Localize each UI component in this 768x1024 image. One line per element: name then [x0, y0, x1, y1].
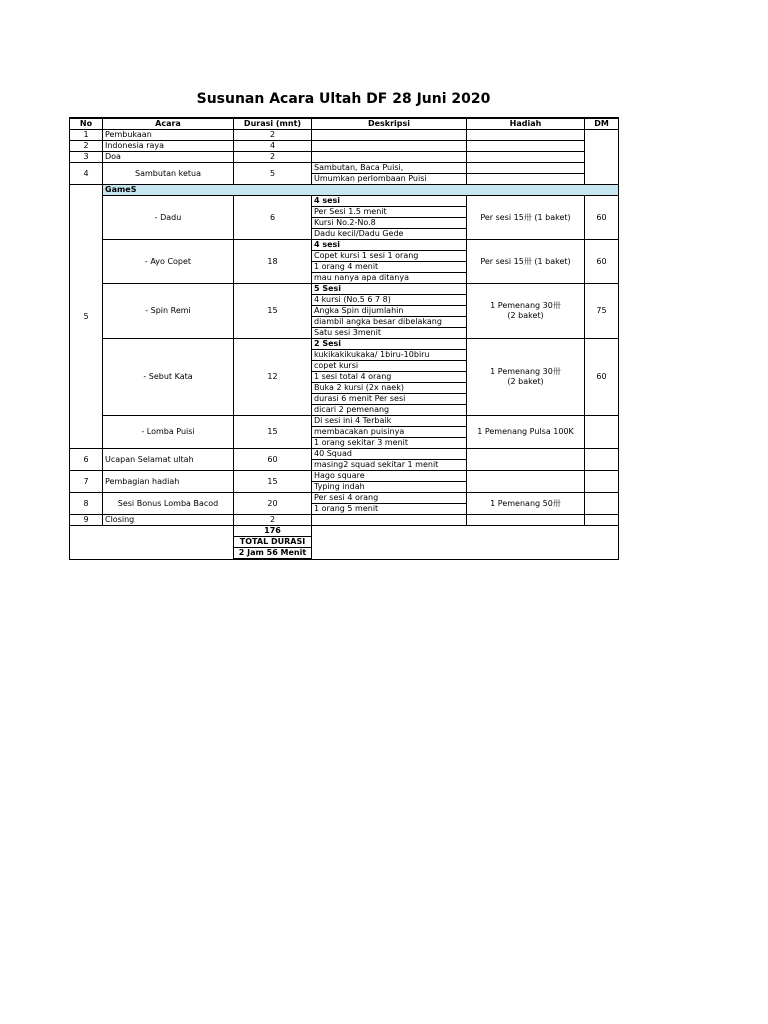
cell-acara: - Dadu [103, 196, 234, 240]
cell-durasi: 15 [234, 284, 312, 339]
table-row [70, 449, 619, 460]
cell-durasi: 5 [234, 163, 312, 185]
cell-no: 6 [70, 449, 103, 471]
cell-acara: Pembukaan [103, 130, 234, 141]
cell-acara: Pembagian hadiah [103, 471, 234, 493]
table-row [70, 471, 619, 482]
hadiah-line: 1 Pemenang 30卅 [490, 367, 561, 376]
cell-hadiah [467, 152, 585, 163]
cell-deskripsi: masing2 squad sekitar 1 menit [312, 460, 467, 471]
cell-hadiah [467, 471, 585, 493]
cell-hadiah [467, 163, 585, 174]
cell-deskripsi: membacakan puisinya [312, 427, 467, 438]
cell-acara: Sambutan ketua [103, 163, 234, 185]
cell-dm: 60 [585, 339, 619, 416]
table-row [70, 141, 619, 152]
cell-deskripsi: kukikakikukaka/ 1biru-10biru [312, 350, 467, 361]
header-hadiah: Hadiah [467, 118, 585, 130]
cell-no: 3 [70, 152, 103, 163]
cell-durasi: 15 [234, 471, 312, 493]
page-title: Susunan Acara Ultah DF 28 Juni 2020 [196, 91, 491, 107]
cell-acara: - Ayo Copet [103, 240, 234, 284]
cell-deskripsi: diambil angka besar dibelakang [312, 317, 467, 328]
cell-deskripsi: 4 sesi [312, 240, 467, 251]
total-blank-left [70, 526, 234, 560]
total-blank-right [312, 526, 619, 560]
table-row [70, 240, 619, 251]
total-formatted: 2 Jam 56 Menit [234, 548, 312, 560]
total-sum: 176 [234, 526, 312, 537]
total-row [70, 526, 619, 537]
header-row [70, 118, 619, 130]
cell-no: 9 [70, 515, 103, 526]
table-row [70, 416, 619, 427]
cell-durasi: 60 [234, 449, 312, 471]
hadiah-line: 1 Pemenang 30卅 [490, 301, 561, 310]
cell-acara: Doa [103, 152, 234, 163]
cell-durasi: 20 [234, 493, 312, 515]
cell-deskripsi: durasi 6 menit Per sesi [312, 394, 467, 405]
cell-hadiah [467, 515, 585, 526]
cell-no: 7 [70, 471, 103, 493]
cell-deskripsi: Satu sesi 3menit [312, 328, 467, 339]
header-durasi: Durasi (mnt) [234, 118, 312, 130]
cell-deskripsi: mau nanya apa ditanya [312, 273, 467, 284]
cell-acara: Closing [103, 515, 234, 526]
cell-dm [585, 493, 619, 515]
cell-durasi: 15 [234, 416, 312, 449]
cell-deskripsi [312, 152, 467, 163]
cell-deskripsi: Dadu kecil/Dadu Gede [312, 229, 467, 240]
cell-acara: Indonesia raya [103, 141, 234, 152]
cell-dm [585, 471, 619, 493]
games-header-row [70, 185, 619, 196]
cell-durasi: 4 [234, 141, 312, 152]
cell-deskripsi: Buka 2 kursi (2x naek) [312, 383, 467, 394]
cell-dm [585, 515, 619, 526]
cell-durasi: 2 [234, 152, 312, 163]
header-acara: Acara [103, 118, 234, 130]
table-row [70, 493, 619, 504]
cell-acara: - Lomba Puisi [103, 416, 234, 449]
cell-deskripsi: Hago square [312, 471, 467, 482]
cell-deskripsi: 2 Sesi [312, 339, 467, 350]
cell-deskripsi [312, 515, 467, 526]
hadiah-line: (2 baket) [507, 377, 544, 386]
cell-dm: 60 [585, 240, 619, 284]
cell-deskripsi: Per Sesi 1.5 menit [312, 207, 467, 218]
cell-no: 2 [70, 141, 103, 152]
cell-deskripsi: Copet kursi 1 sesi 1 orang [312, 251, 467, 262]
cell-acara: - Spin Remi [103, 284, 234, 339]
cell-no: 8 [70, 493, 103, 515]
cell-deskripsi: 5 Sesi [312, 284, 467, 295]
header-no: No [70, 118, 103, 130]
games-label: GameS [103, 185, 619, 196]
table-row [70, 130, 619, 141]
cell-hadiah: 1 Pemenang 50卅 [467, 493, 585, 515]
cell-deskripsi: Typing indah [312, 482, 467, 493]
cell-deskripsi [312, 130, 467, 141]
cell-hadiah [467, 449, 585, 471]
cell-deskripsi: Sambutan, Baca Puisi, [312, 163, 467, 174]
cell-deskripsi: dicari 2 pemenang [312, 405, 467, 416]
table-row [70, 163, 619, 174]
cell-no: 5 [70, 185, 103, 449]
cell-no: 4 [70, 163, 103, 185]
table-row [70, 152, 619, 163]
cell-dm [585, 449, 619, 471]
cell-deskripsi: 40 Squad [312, 449, 467, 460]
cell-hadiah [467, 130, 585, 141]
hadiah-line: (2 baket) [507, 311, 544, 320]
table-row [70, 196, 619, 207]
cell-deskripsi: 4 kursi (No.5 6 7 8) [312, 295, 467, 306]
cell-durasi: 6 [234, 196, 312, 240]
cell-deskripsi: Angka Spin dijumlahin [312, 306, 467, 317]
cell-acara: Sesi Bonus Lomba Bacod [103, 493, 234, 515]
cell-deskripsi: 1 orang 5 menit [312, 504, 467, 515]
table-row [70, 515, 619, 526]
cell-dm: 60 [585, 196, 619, 240]
cell-durasi: 2 [234, 130, 312, 141]
cell-deskripsi: 4 sesi [312, 196, 467, 207]
cell-hadiah [467, 339, 585, 416]
header-deskripsi: Deskripsi [312, 118, 467, 130]
cell-deskripsi: 1 sesi total 4 orang [312, 372, 467, 383]
cell-dm [585, 130, 619, 185]
cell-deskripsi: Per sesi 4 orang [312, 493, 467, 504]
agenda-table [69, 117, 619, 560]
cell-hadiah: Per sesi 15卅 (1 baket) [467, 240, 585, 284]
cell-hadiah: 1 Pemenang Pulsa 100K [467, 416, 585, 449]
cell-acara: Ucapan Selamat ultah [103, 449, 234, 471]
cell-dm: 75 [585, 284, 619, 339]
cell-hadiah [467, 284, 585, 339]
header-dm: DM [585, 118, 619, 130]
cell-durasi: 12 [234, 339, 312, 416]
cell-deskripsi: copet kursi [312, 361, 467, 372]
table-row [70, 339, 619, 350]
cell-durasi: 2 [234, 515, 312, 526]
cell-durasi: 18 [234, 240, 312, 284]
cell-hadiah [467, 174, 585, 185]
cell-dm [585, 416, 619, 449]
cell-hadiah: Per sesi 15卅 (1 baket) [467, 196, 585, 240]
cell-deskripsi: Kursi No.2-No.8 [312, 218, 467, 229]
cell-deskripsi: 1 orang 4 menit [312, 262, 467, 273]
total-label: TOTAL DURASI [234, 537, 312, 548]
cell-deskripsi [312, 141, 467, 152]
cell-acara: - Sebut Kata [103, 339, 234, 416]
cell-no: 1 [70, 130, 103, 141]
cell-deskripsi: 1 orang sekitar 3 menit [312, 438, 467, 449]
table-row [70, 284, 619, 295]
cell-deskripsi: Di sesi ini 4 Terbaik [312, 416, 467, 427]
cell-deskripsi: Umumkan perlombaan Puisi [312, 174, 467, 185]
cell-hadiah [467, 141, 585, 152]
